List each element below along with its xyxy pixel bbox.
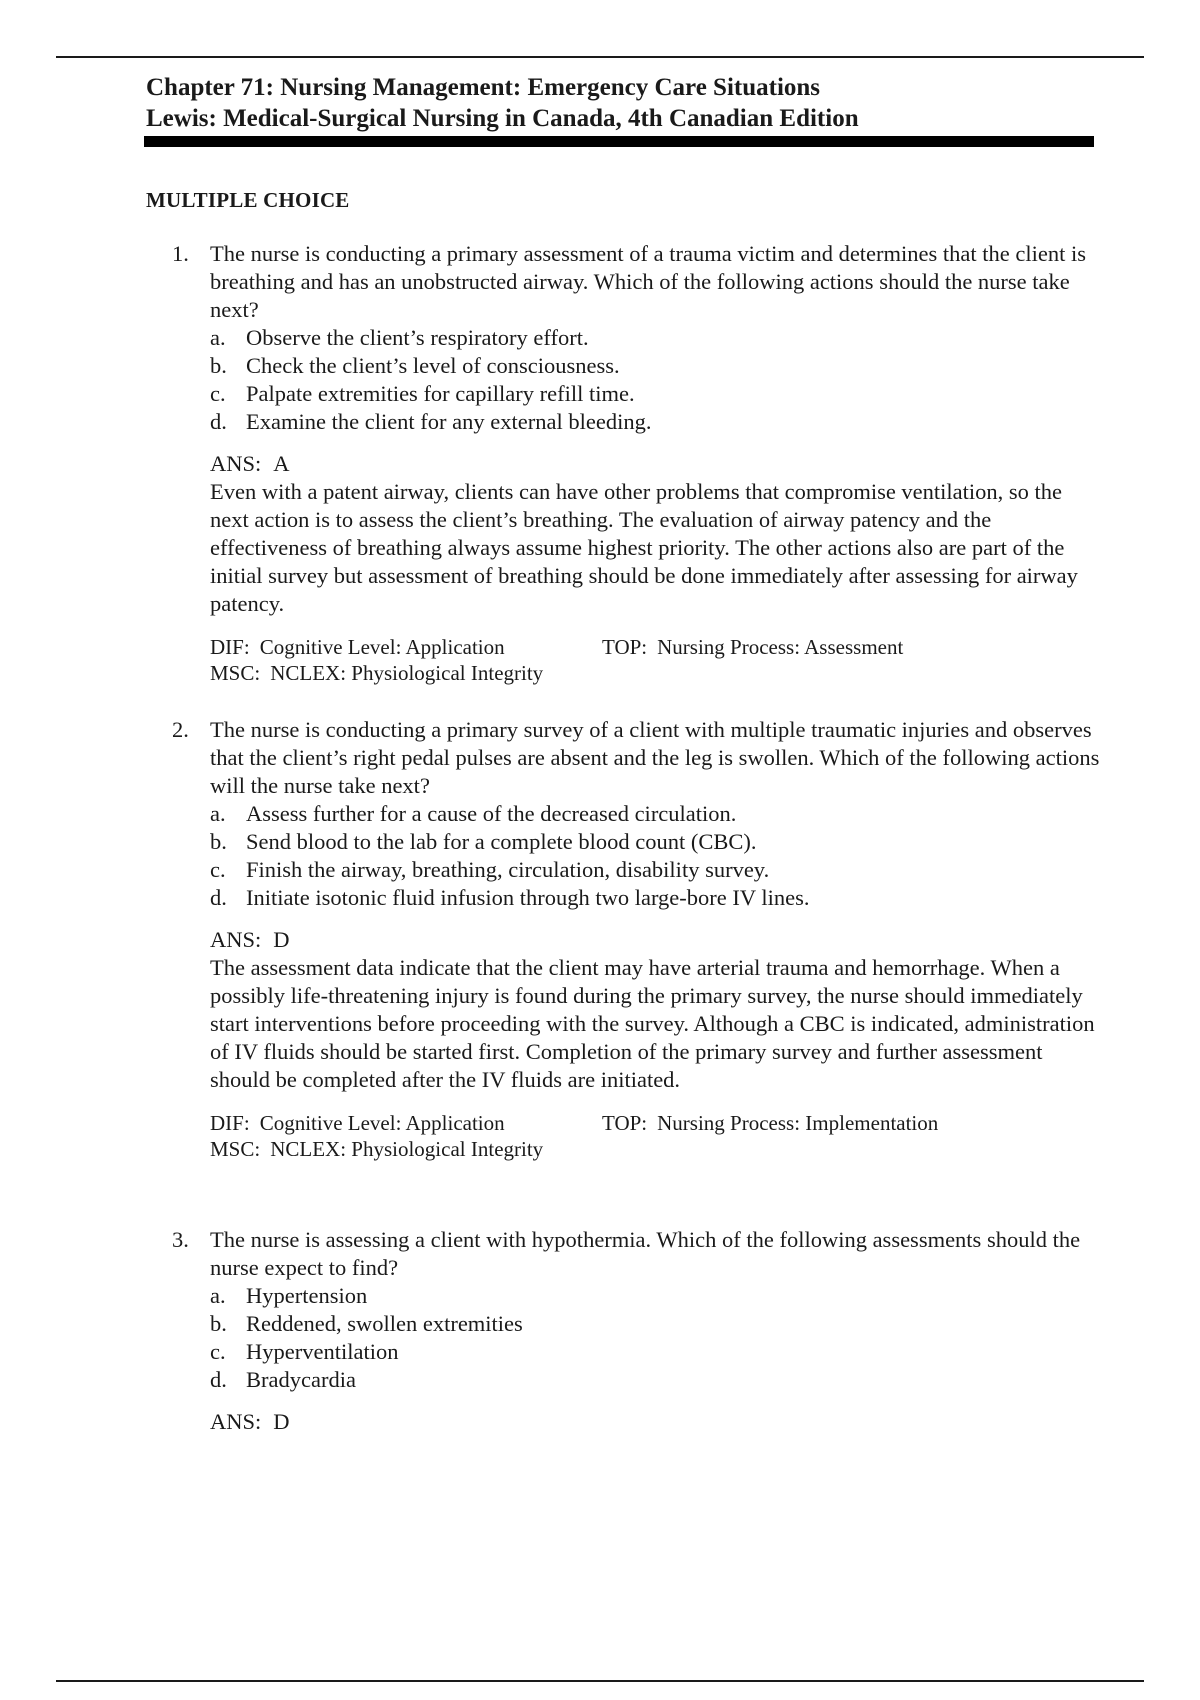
answer [146,450,1106,478]
choice-text: Assess further for a cause of the decreased circulation. [246,801,737,826]
msc-label: MSC: [210,661,261,685]
choice-text: Examine the client for any external bleeding. [246,409,652,434]
choice-letter: a. [210,325,226,350]
choice-c [146,856,1106,884]
choice-text: Send blood to the lab for a complete blood count (CBC). [246,829,757,854]
question-stem: The nurse is conducting a primary assessment of a trauma victim and determines that the client is breathing and has an unobstructed airway. Which of the following actions should the nurse take next? [210,241,1086,322]
meta-row-2 [210,1136,1106,1162]
choice-letter: a. [210,1283,226,1308]
question-stem: The nurse is conducting a primary survey of a client with multiple traumatic injuries and observes that the client’s right pedal pulses are absent and the leg is swollen. Which of the following actions will the nurse take next? [210,717,1100,798]
choice-text: Palpate extremities for capillary refill time. [246,381,635,406]
dif-value: Cognitive Level: Application [259,1111,505,1135]
choice-letter: d. [210,1367,227,1392]
chapter-title: Chapter 71: Nursing Management: Emergency Care Situations [146,74,821,101]
dif-label: DIF: [210,635,250,659]
question-stem-row [146,240,1106,324]
meta-row-1 [210,634,1106,660]
msc-value: NCLEX: Physiological Integrity [270,661,544,685]
dif-label: DIF: [210,1111,250,1135]
question-3 [146,1226,1106,1436]
meta-row-2 [210,660,1106,686]
choice-a [146,324,1106,352]
question-metadata [146,634,1106,686]
top-label: TOP: [602,1111,648,1135]
question-2 [146,716,1106,1162]
top-field [602,634,903,660]
question-number: 2. [172,717,189,742]
msc-label: MSC: [210,1137,261,1161]
choice-text: Reddened, swollen extremities [246,1311,523,1336]
question-stem-row [146,716,1106,800]
choice-letter: b. [210,829,227,854]
choice-d [146,1366,1106,1394]
rationale: Even with a patent airway, clients can have other problems that compromise ventilation, so the next action is to assess the client’s breathing. The evaluation of airway patency and the effectiveness of breathing always assume highest priority. The other actions also are part of the initial survey but assessment of breathing should be done immediately after assessing for airway patency. [210,479,1078,616]
choice-a [146,800,1106,828]
document-header [146,72,1096,134]
rationale: The assessment data indicate that the client may have arterial trauma and hemorrhage. When a possibly life-threatening injury is found during the primary survey, the nurse should immediately start interventions before proceeding with the survey. Although a CBC is indicated, administration of IV fluids should be started first. Completion of the primary survey and further assessment should be completed after the IV fluids are initiated. [210,955,1095,1092]
top-field [602,1110,938,1136]
choice-text: Initiate isotonic fluid infusion through two large-bore IV lines. [246,885,810,910]
choice-b [146,352,1106,380]
choice-c [146,380,1106,408]
question-stem: The nurse is assessing a client with hypothermia. Which of the following assessments should the nurse expect to find? [210,1227,1081,1280]
choice-d [146,884,1106,912]
answer-value: D [273,927,290,952]
choice-text: Hypertension [246,1283,368,1308]
answer-label: ANS: [210,927,262,952]
question-number: 3. [172,1227,189,1252]
header-rule [144,136,1094,147]
question-metadata [146,1110,1106,1162]
answer-label: ANS: [210,1409,262,1434]
top-label: TOP: [602,635,648,659]
book-title: Lewis: Medical-Surgical Nursing in Canada, 4th Canadian Edition [146,105,859,132]
choice-letter: b. [210,353,227,378]
dif-value: Cognitive Level: Application [259,635,505,659]
choice-letter: c. [210,857,226,882]
question-1 [146,240,1106,686]
question-stem-row [146,1226,1106,1282]
choice-text: Bradycardia [246,1367,356,1392]
answer [146,926,1106,954]
choice-text: Check the client’s level of consciousness. [246,353,620,378]
choice-text: Finish the airway, breathing, circulation, disability survey. [246,857,770,882]
choice-b [146,828,1106,856]
choice-d [146,408,1106,436]
choice-c [146,1338,1106,1366]
answer [146,1408,1106,1436]
choice-text: Hyperventilation [246,1339,399,1364]
choice-a [146,1282,1106,1310]
meta-row-1 [210,1110,1106,1136]
question-number: 1. [172,241,189,266]
answer-value: A [273,451,290,476]
page-top-rule [56,56,1144,58]
choice-letter: c. [210,381,226,406]
msc-value: NCLEX: Physiological Integrity [270,1137,544,1161]
choice-letter: a. [210,801,226,826]
choice-letter: d. [210,885,227,910]
choice-b [146,1310,1106,1338]
section-heading: MULTIPLE CHOICE [146,188,350,212]
top-value: Nursing Process: Assessment [657,635,904,659]
top-value: Nursing Process: Implementation [657,1111,939,1135]
choice-text: Observe the client’s respiratory effort. [246,325,589,350]
choice-letter: d. [210,409,227,434]
choice-letter: c. [210,1339,226,1364]
answer-label: ANS: [210,451,262,476]
choice-letter: b. [210,1311,227,1336]
page-bottom-rule [56,1680,1144,1682]
answer-value: D [273,1409,290,1434]
